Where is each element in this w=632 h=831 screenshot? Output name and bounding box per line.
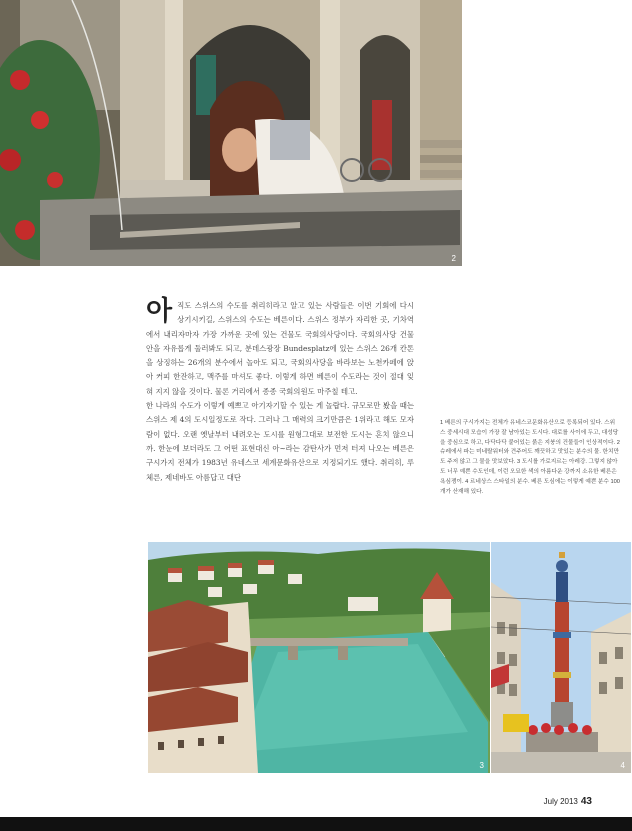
photo-number: 3 — [479, 761, 484, 770]
photo-captions — [440, 419, 620, 497]
photo-renaissance-fountain — [491, 542, 631, 773]
renaissance-fountain-image — [491, 542, 631, 773]
photo-number: 2 — [451, 254, 456, 263]
fountain-drinking-image — [0, 0, 462, 266]
page-number: 43 — [580, 796, 592, 807]
bottom-bar — [0, 817, 632, 831]
photo-aare-river — [148, 542, 490, 773]
drop-cap: 아 — [146, 296, 173, 327]
article-paragraph-1: 직도 스위스의 수도를 취리히라고 알고 있는 사람들은 이번 기회에 다시 상기시키길, 스위스의 수도는 베른이다. 스위스 정부가 자리한 곳, 기차역에서 내리자마자 가장 가까운 곳에 있는 건물도 국회의사당이다. 국회의사당 건물 안을 자유롭게 둘러봐도 되고, 분데스광장 Bundesplatz에 있는 스위스 26개 칸톤을 상징하는 26개의 분수에서 놀아도 되고, 국회의사당을 바라보는 노천카페에 앉아 커피 한잔하고, 맥주를 마셔도 좋다. 이렇게 하면 베른이 수도라는 것이 절대 잊혀 지지 않을 것이다. 물론 거리에서 종종 국회의원도 마주칠 테고. — [146, 301, 414, 396]
caption-text: 1 베른의 구시가지는 전체가 유네스코문화유산으로 등록되어 있다. 스위스 중세시대 모습이 가장 잘 남아있는 도시다. 대로를 사이에 두고, 대성당을 중심으로 하고, 다닥다닥 붙어있는 붉은 지붕의 건물들이 인상적이다. 2 슈레에서 파는 미네랄워터와 견주어도 깨끗하고 맛있는 분수의 물. 한치만도 주저 않고 그 물을 맛보았다. 3 도시를 가로지르는 아레강. 그렇지 않아도 너무 예쁜 수도인데, 이런 오묘한 색의 아름다운 강까지 소유한 베른은 욕심쟁이. 4 르네상스 스타일의 분수. 베른 도심에는 이렇게 예쁜 분수 100개가 산재해 있다. — [440, 420, 620, 495]
photo-fountain-drinking — [0, 0, 462, 266]
article-paragraph-2: 한 나라의 수도가 이렇게 예쁘고 아기자기할 수 있는 게 놀랍다. 규모로만 봤을 때는 스위스 제 4의 도시일정도로 작다. 그러나 그 매력의 크기만큼은 1위라고 해도 모자람이 없다. 오랜 옛날부터 내려오는 도시를 원형그대로 보전한 도시는 흔치 않으니까. 한눈에 보더라도 그 어떤 표현대신 아~라는 감탄사가 먼저 터져 나오는 베른은 구시가지 전체가 1983년 유네스코 세계문화유산으로 지정되기도 했다. 취리히, 루체른, 제네바도 아름답고 대단 — [146, 401, 414, 482]
article-body — [146, 296, 414, 485]
aare-river-image — [148, 542, 490, 773]
page-footer — [544, 796, 592, 807]
issue-date: July 2013 — [543, 797, 578, 806]
photo-number: 4 — [620, 761, 625, 770]
